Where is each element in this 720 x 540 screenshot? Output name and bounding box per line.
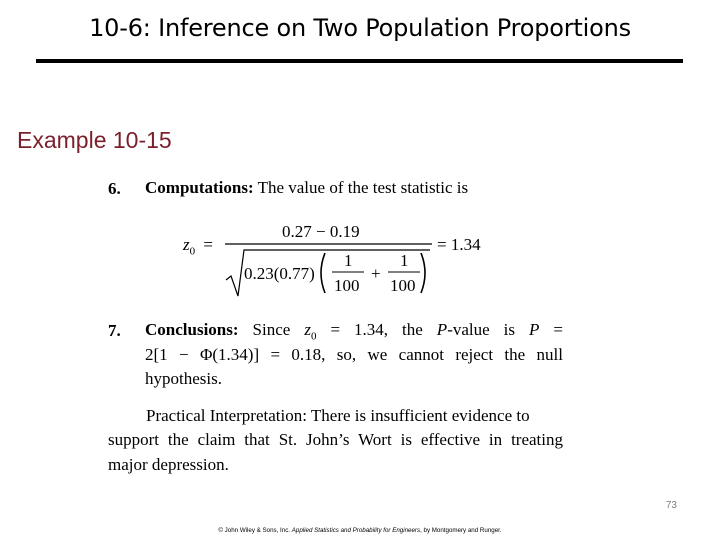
equation-numerator: 0.27 − 0.19 — [282, 222, 360, 241]
page-number: 73 — [665, 500, 677, 511]
step-7-line-3: hypothesis. — [145, 369, 222, 388]
step-7-z-variable: z — [304, 320, 311, 339]
fraction-2-denominator: 100 — [390, 276, 416, 295]
equation-result: = 1.34 — [437, 235, 481, 254]
step-7-line-2: 2[1 − Φ(1.34)] = 0.18, so, we cannot reject the null — [145, 345, 563, 364]
footer-book-title: Applied Statistics and Probability for Engineers — [291, 527, 421, 534]
step-6-number: 6. — [108, 179, 121, 198]
fraction-1-denominator: 100 — [334, 276, 360, 295]
z-subscript: 0 — [189, 245, 196, 258]
footer-prefix: © John Wiley & Sons, Inc. — [218, 527, 291, 534]
fraction-1-numerator: 1 — [344, 251, 353, 270]
equation-equals: = — [203, 235, 213, 254]
example-heading: Example 10-15 — [17, 127, 172, 153]
interpretation-line-3: major depression. — [108, 455, 229, 474]
step-7-since: Since — [252, 320, 291, 339]
right-paren — [421, 253, 425, 293]
step-7-p-letter: P — [436, 320, 448, 339]
copyright-footer — [0, 527, 720, 534]
z-variable: z — [183, 235, 190, 254]
plus-sign: + — [371, 264, 381, 283]
step-7-equals: = — [553, 320, 563, 339]
interpretation-line-1: Practical Interpretation: There is insufficient evidence to — [146, 406, 530, 425]
step-6-label: Computations: — [145, 178, 254, 197]
footer-suffix: , by Montgomery and Runger. — [420, 527, 502, 534]
fraction-2-numerator: 1 — [400, 251, 409, 270]
left-paren — [321, 253, 325, 293]
step-7-z-subscript: 0 — [310, 330, 317, 343]
step-7-number: 7. — [108, 321, 121, 340]
step-7-pvalue-text: -value is — [447, 320, 516, 339]
denominator-prefix: 0.23(0.77) — [244, 264, 315, 283]
slide-title: 10-6: Inference on Two Population Proportions — [89, 14, 631, 42]
interpretation-line-2: support the claim that St. John’s Wort is effective in treating — [108, 430, 563, 449]
step-7-z-value: = 1.34, the — [330, 320, 423, 339]
step-7-p-symbol: P — [529, 320, 540, 339]
step-7-label: Conclusions: — [145, 320, 239, 339]
step-6-description: The value of the test statistic is — [257, 178, 469, 197]
